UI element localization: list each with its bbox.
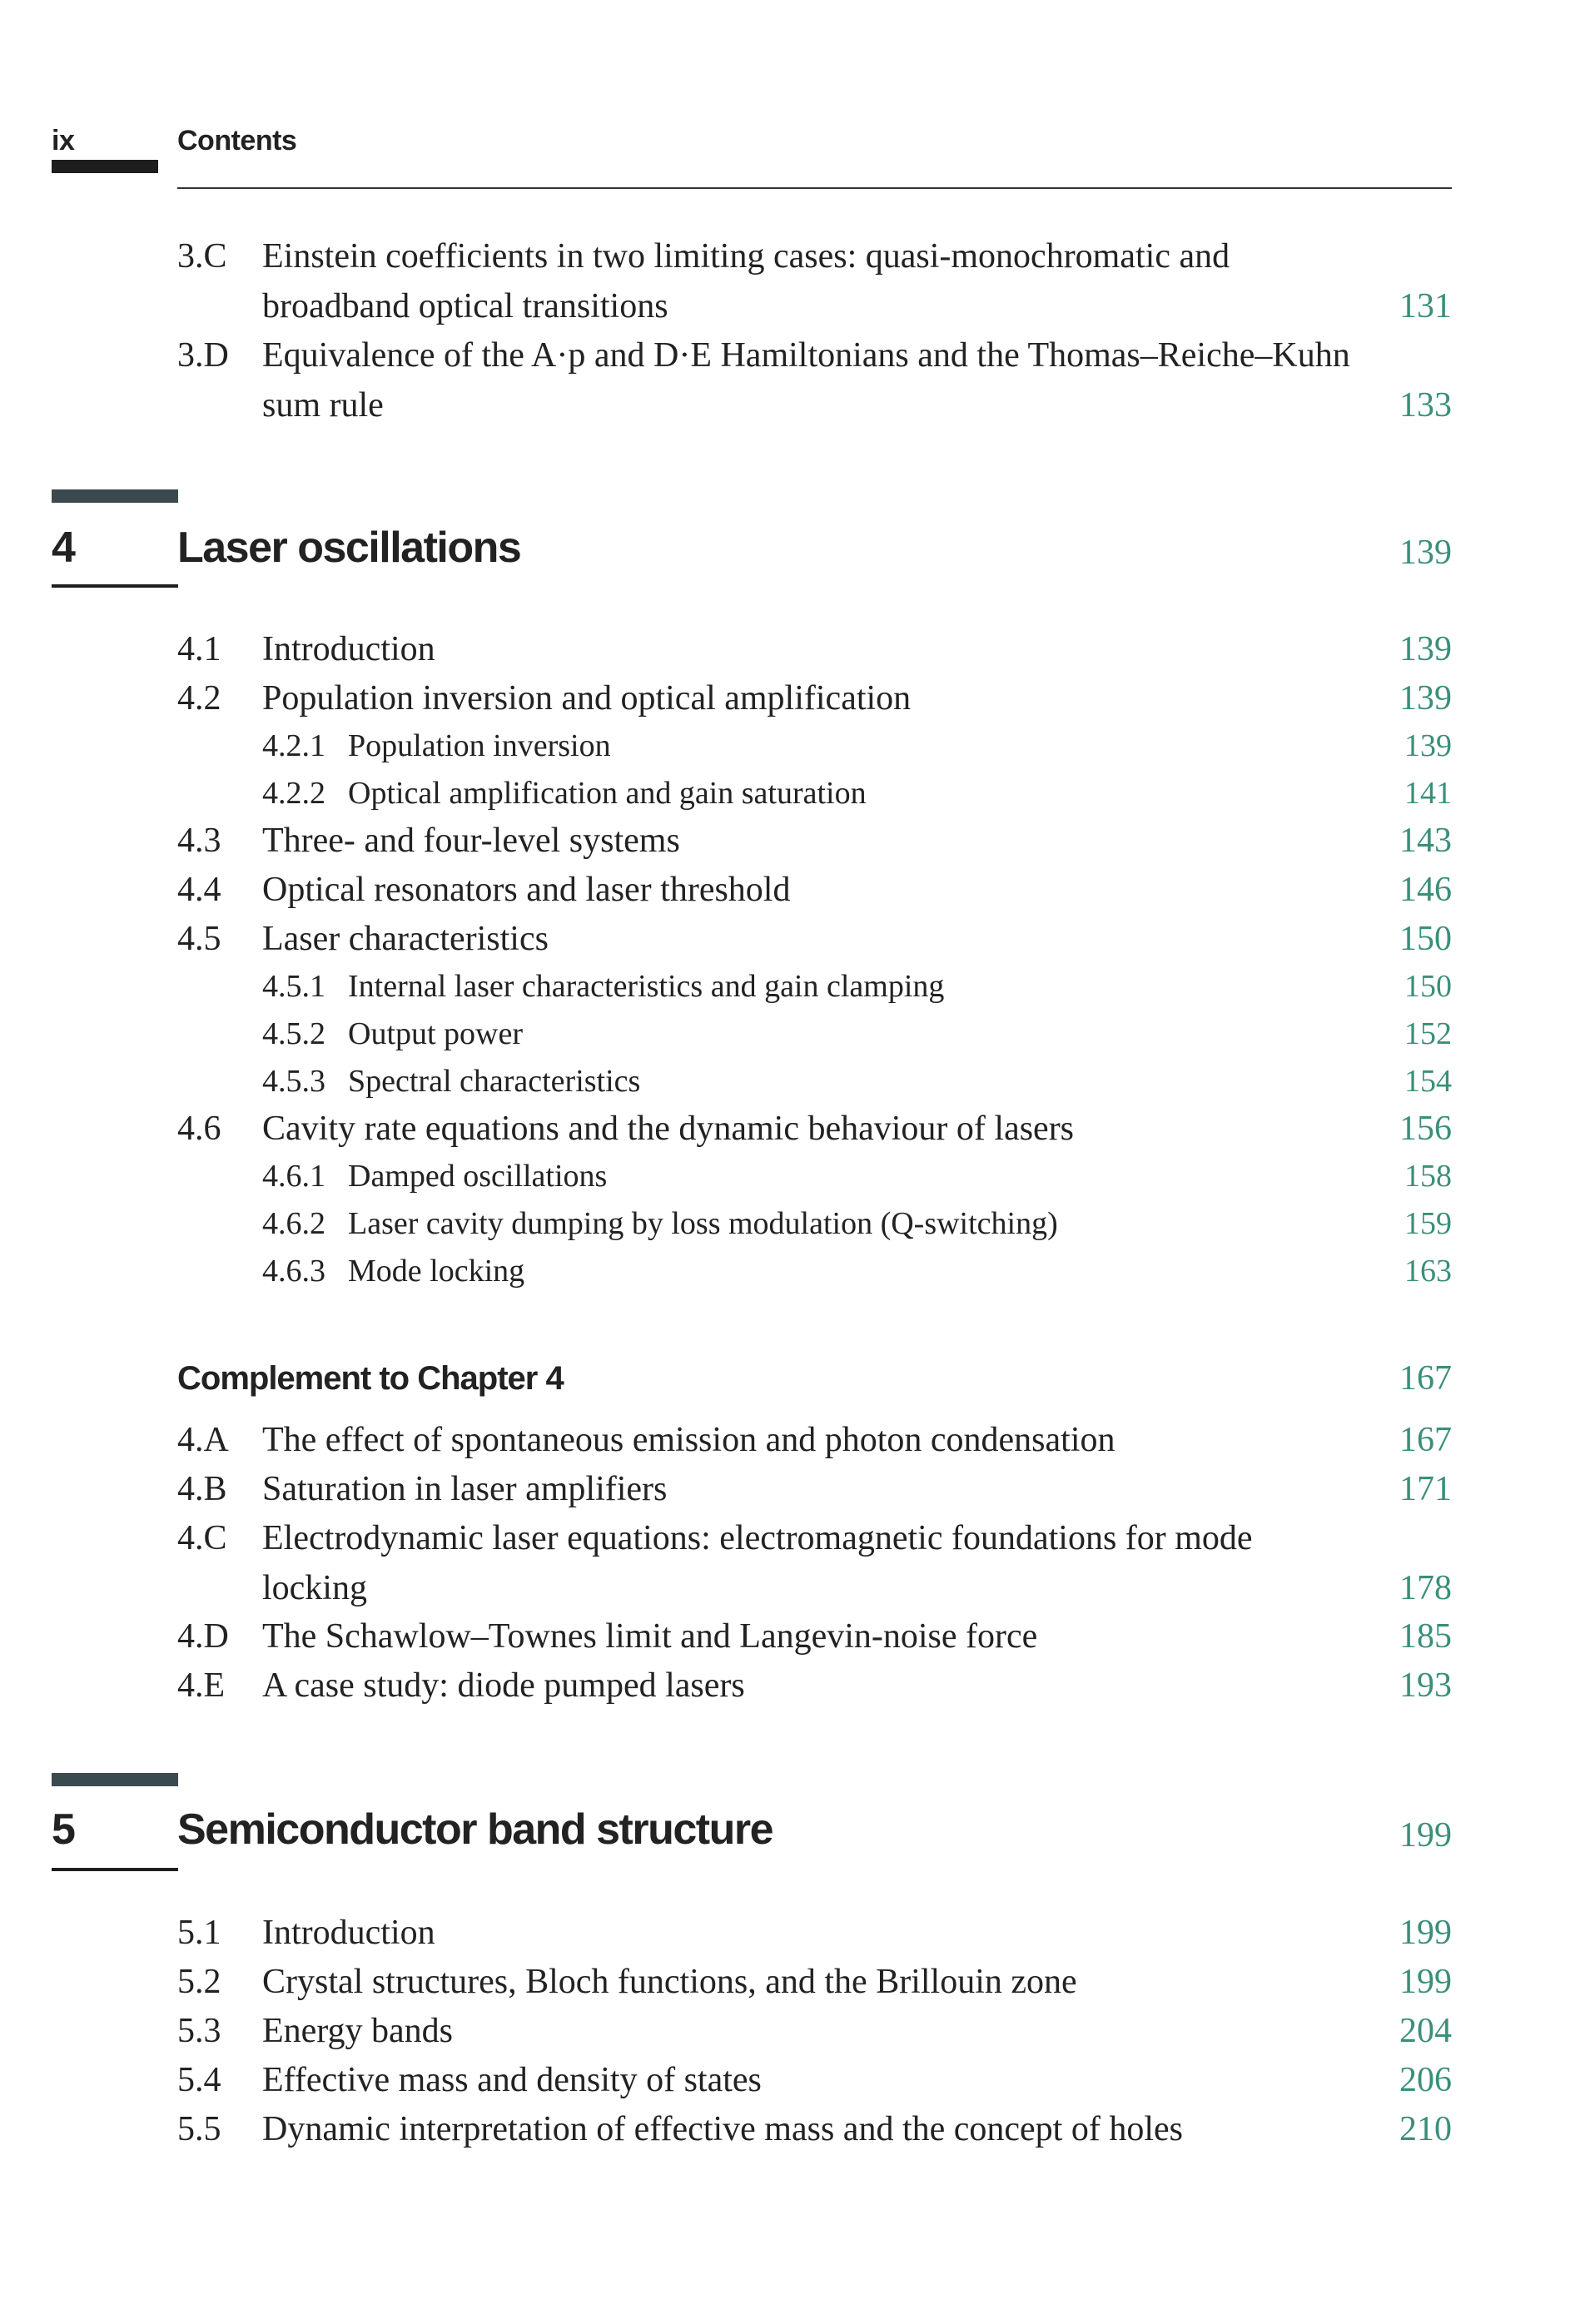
toc-entry-title: The effect of spontaneous emission and photon condensation [262,1421,1115,1459]
toc-entry-page: 156 [1399,1110,1452,1148]
toc-entry-page: 133 [1399,386,1452,425]
toc-entry-number: 4.5.3 [262,1064,325,1099]
toc-entry-page: 171 [1399,1470,1452,1508]
toc-entry-page: 150 [1399,920,1452,958]
toc-entry-title: Spectral characteristics [348,1064,641,1099]
toc-entry-number: 4.2.1 [262,728,325,763]
toc-entry-number: 4.2.2 [262,776,325,811]
toc-entry-4B[interactable] [177,1464,1452,1514]
toc-entry-4-6[interactable] [177,1104,1452,1154]
toc-entry-4-6-1[interactable] [177,1153,1452,1199]
toc-entry-4A[interactable] [177,1415,1452,1465]
toc-entry-title: Laser cavity dumping by loss modulation (Q-switching) [348,1206,1058,1241]
toc-entry-title: Electrodynamic laser equations: electromagnetic foundations for mode locking [262,1519,1253,1607]
toc-entry-number: 3.D [177,336,229,375]
toc-entry-number: 5.5 [177,2110,221,2148]
toc-entry-title: Einstein coefficients in two limiting cases: quasi-monochromatic and broadband optical transitions [262,237,1230,325]
complement-page: 167 [1399,1359,1452,1398]
page-number-bar [52,160,158,173]
toc-entry-title: Dynamic interpretation of effective mass and the concept of holes [262,2110,1183,2148]
toc-entry-title: Crystal structures, Bloch functions, and the Brillouin zone [262,1963,1077,2001]
chapter-5-underline [52,1868,178,1871]
toc-entry-page: 185 [1399,1617,1452,1656]
toc-entry-number: 4.D [177,1617,229,1656]
toc-entry-number: 4.E [177,1666,226,1705]
chapter-4-number: 4 [52,524,75,572]
complement-heading[interactable]: Complement to Chapter 4 [177,1360,564,1397]
toc-entry-title: Internal laser characteristics and gain clamping [348,969,945,1004]
toc-entry-4C[interactable] [177,1513,1452,1613]
chapter-5-number: 5 [52,1805,75,1854]
toc-entry-page: 199 [1399,1963,1452,2001]
chapter-5-page: 199 [1399,1816,1452,1855]
toc-entry-5-3[interactable] [177,2006,1452,2056]
toc-entry-title: Cavity rate equations and the dynamic behaviour of lasers [262,1110,1075,1148]
toc-entry-4-5[interactable] [177,914,1452,964]
toc-entry-page: 146 [1399,871,1452,909]
toc-entry-number: 5.4 [177,2061,221,2099]
toc-entry-number: 4.6.1 [262,1159,325,1194]
toc-entry-page: 150 [1404,969,1452,1004]
toc-entry-title: Population inversion and optical amplification [262,679,912,718]
toc-entry-number: 4.5 [177,920,221,958]
toc-entry-3D[interactable] [177,330,1452,430]
toc-entry-page: 143 [1399,822,1452,860]
chapter-4-page: 139 [1399,534,1452,572]
toc-entry-page: 206 [1399,2061,1452,2099]
toc-entry-title: The Schawlow–Townes limit and Langevin-noise force [262,1617,1038,1656]
toc-entry-page: 178 [1399,1569,1452,1607]
toc-entry-number: 4.C [177,1519,227,1557]
toc-entry-4-3[interactable] [177,816,1452,866]
toc-entry-title: Equivalence of the A·p and D·E Hamiltonians and the Thomas–Reiche–Kuhn sum rule [262,336,1350,425]
toc-entry-page: 139 [1404,728,1452,763]
toc-entry-page: 163 [1404,1254,1452,1289]
chapter-5-title[interactable]: Semiconductor band structure [177,1805,773,1854]
toc-entry-page: 154 [1404,1064,1452,1099]
toc-entry-4-5-2[interactable] [177,1011,1452,1057]
toc-entry-title: Laser characteristics [262,920,549,958]
toc-entry-page: 193 [1399,1666,1452,1705]
toc-entry-4-2-2[interactable] [177,770,1452,817]
toc-entry-4-5-3[interactable] [177,1058,1452,1105]
chapter-4-title[interactable]: Laser oscillations [177,524,521,572]
toc-entry-number: 5.2 [177,1963,221,2001]
toc-entry-title: Optical amplification and gain saturation [348,776,867,811]
toc-entry-page: 141 [1404,776,1452,811]
toc-entry-title: Output power [348,1016,524,1051]
toc-entry-title: Population inversion [348,728,611,763]
chapter-5-bar [52,1773,178,1786]
toc-entry-page: 210 [1399,2110,1452,2148]
toc-entry-4-6-2[interactable] [177,1200,1452,1247]
toc-entry-page: 139 [1399,630,1452,668]
toc-entry-number: 4.6.2 [262,1206,325,1241]
toc-entry-number: 4.3 [177,822,221,860]
toc-entry-4E[interactable] [177,1661,1452,1711]
toc-entry-page: 131 [1399,287,1452,325]
toc-entry-title: Effective mass and density of states [262,2061,762,2099]
toc-entry-number: 4.5.1 [262,969,325,1004]
chapter-4-underline [52,584,178,588]
header-rule [177,187,1452,189]
running-title: Contents [177,125,297,156]
toc-entry-number: 4.B [177,1470,227,1508]
toc-entry-title: Damped oscillations [348,1159,608,1194]
toc-entry-number: 4.2 [177,679,221,718]
toc-entry-number: 4.A [177,1421,229,1459]
toc-entry-3C[interactable] [177,231,1452,331]
toc-entry-5-2[interactable] [177,1957,1452,2007]
toc-entry-title: Energy bands [262,2012,454,2050]
toc-entry-page: 204 [1399,2012,1452,2050]
toc-entry-title: Introduction [262,1914,435,1952]
chapter-4-bar [52,489,178,503]
toc-entry-number: 5.1 [177,1914,221,1952]
page-number: ix [52,125,75,156]
toc-entry-title: Mode locking [348,1254,525,1289]
toc-entry-number: 3.C [177,237,227,276]
toc-entry-title: Three- and four-level systems [262,822,680,860]
toc-entry-4-6-3[interactable] [177,1248,1452,1294]
toc-entry-number: 4.5.2 [262,1016,325,1051]
toc-entry-number: 4.6.3 [262,1254,325,1289]
toc-entry-page: 139 [1399,679,1452,718]
toc-entry-4-1[interactable] [177,624,1452,674]
toc-entry-title: Optical resonators and laser threshold [262,871,791,909]
toc-entry-4-2[interactable] [177,673,1452,723]
toc-entry-5-1[interactable] [177,1908,1452,1958]
toc-entry-number: 4.6 [177,1110,221,1148]
toc-entry-title: A case study: diode pumped lasers [262,1666,745,1705]
toc-entry-page: 152 [1404,1016,1452,1051]
toc-entry-number: 5.3 [177,2012,221,2050]
toc-entry-4-4[interactable] [177,865,1452,915]
toc-entry-4-5-1[interactable] [177,963,1452,1010]
toc-entry-page: 167 [1399,1421,1452,1459]
toc-entry-5-5[interactable] [177,2104,1452,2154]
toc-entry-5-4[interactable] [177,2055,1452,2105]
toc-entry-page: 158 [1404,1159,1452,1194]
toc-entry-number: 4.1 [177,630,221,668]
toc-entry-4D[interactable] [177,1611,1452,1661]
toc-entry-number: 4.4 [177,871,221,909]
toc-entry-title: Introduction [262,630,435,668]
toc-entry-4-2-1[interactable] [177,723,1452,769]
toc-entry-page: 159 [1404,1206,1452,1241]
toc-entry-page: 199 [1399,1914,1452,1952]
toc-entry-title: Saturation in laser amplifiers [262,1470,668,1508]
